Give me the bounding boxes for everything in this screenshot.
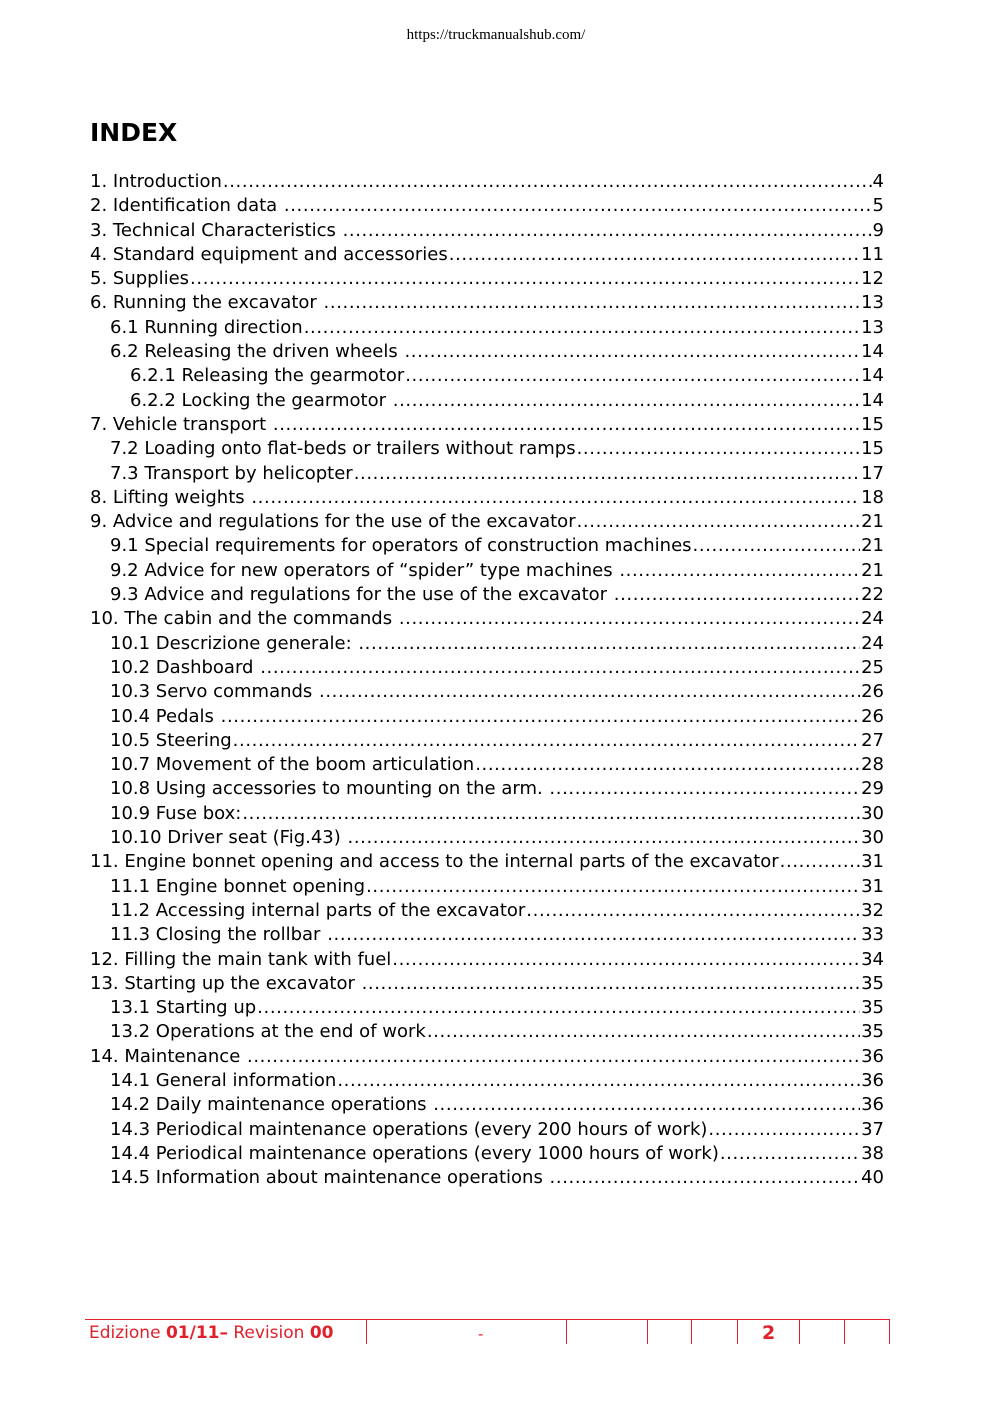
toc-entry[interactable] — [90, 1045, 884, 1069]
toc-dot-leader — [233, 729, 860, 753]
toc-entry-title: 10.1 Descrizione generale: — [110, 632, 358, 654]
toc-entry-title: 10.2 Dashboard — [110, 656, 260, 678]
toc-entry-page: 11 — [861, 243, 884, 265]
toc-entry-title: 9.1 Special requirements for operators of construction machines — [110, 535, 692, 557]
toc-entry[interactable] — [90, 364, 884, 388]
toc-entry-page: 36 — [861, 1094, 884, 1116]
toc-entry[interactable] — [90, 923, 884, 947]
toc-entry-title: 13.2 Operations at the end of work — [110, 1021, 426, 1043]
toc-entry-page: 36 — [861, 1045, 884, 1067]
footer-divider — [844, 1320, 845, 1344]
toc-dot-leader — [190, 267, 860, 291]
toc-dot-leader — [358, 632, 860, 656]
toc-entry-page: 31 — [861, 875, 884, 897]
toc-dot-leader — [475, 753, 860, 777]
toc-entry-page: 33 — [861, 924, 884, 946]
toc-dot-leader — [619, 559, 860, 583]
toc-entry[interactable] — [90, 437, 884, 461]
toc-entry-page: 14 — [861, 365, 884, 387]
toc-entry-page: 22 — [861, 584, 884, 606]
toc-entry-title: 14.5 Information about maintenance operations — [110, 1167, 549, 1189]
toc-entry-title: 12. Filling the main tank with fuel — [90, 948, 392, 970]
footer-divider — [799, 1320, 800, 1344]
toc-entry[interactable] — [90, 194, 884, 218]
toc-entry-title: 6.2 Releasing the driven wheels — [110, 341, 404, 363]
page-number: 2 — [762, 1322, 776, 1344]
toc-entry-page: 13 — [861, 292, 884, 314]
toc-entry-title: 3. Technical Characteristics — [90, 219, 342, 241]
toc-entry[interactable] — [90, 1093, 884, 1117]
toc-entry[interactable] — [90, 583, 884, 607]
toc-entry[interactable] — [90, 243, 884, 267]
toc-dot-leader — [319, 680, 860, 704]
toc-dot-leader — [614, 583, 860, 607]
toc-entry-title: 9. Advice and regulations for the use of the excavator — [90, 511, 576, 533]
toc-entry-page: 21 — [861, 535, 884, 557]
toc-entry-page: 13 — [861, 316, 884, 338]
footer-divider — [647, 1320, 648, 1344]
toc-entry-title: 10. The cabin and the commands — [90, 608, 398, 630]
footer-divider — [566, 1320, 567, 1344]
toc-entry[interactable] — [90, 680, 884, 704]
edition-label: Edizione — [89, 1323, 166, 1343]
toc-entry-page: 30 — [861, 802, 884, 824]
toc-entry-title: 8. Lifting weights — [90, 486, 251, 508]
toc-entry-title: 6.2.2 Locking the gearmotor — [130, 389, 392, 411]
toc-entry-title: 2. Identification data — [90, 195, 283, 217]
toc-entry-page: 5 — [872, 195, 884, 217]
toc-entry-page: 24 — [861, 632, 884, 654]
toc-dot-leader — [223, 170, 872, 194]
toc-dot-leader — [348, 826, 861, 850]
toc-entry-page: 30 — [861, 827, 884, 849]
toc-entry-title: 14.3 Periodical maintenance operations (every 200 hours of work) — [110, 1118, 708, 1140]
toc-entry-title: 5. Supplies — [90, 268, 190, 290]
toc-entry-page: 31 — [861, 851, 884, 873]
toc-entry[interactable] — [90, 1166, 884, 1190]
toc-dot-leader — [404, 340, 860, 364]
toc-dot-leader — [354, 462, 860, 486]
toc-dot-leader — [392, 948, 860, 972]
toc-entry-title: 7.2 Loading onto flat-beds or trailers without ramps — [110, 438, 576, 460]
toc-dot-leader — [427, 1020, 860, 1044]
table-of-contents — [90, 170, 884, 1190]
toc-dot-leader — [366, 875, 860, 899]
toc-entry[interactable] — [90, 899, 884, 923]
toc-dot-leader — [449, 243, 860, 267]
toc-entry-page: 14 — [861, 341, 884, 363]
toc-entry-title: 6. Running the excavator — [90, 292, 323, 314]
toc-dot-leader — [405, 364, 860, 388]
toc-entry-title: 14.1 General information — [110, 1069, 337, 1091]
toc-entry-page: 35 — [861, 972, 884, 994]
toc-entry-title: 10.7 Movement of the boom articulation — [110, 754, 475, 776]
toc-entry-page: 15 — [861, 413, 884, 435]
toc-entry-page: 34 — [861, 948, 884, 970]
page-footer — [85, 1319, 890, 1344]
toc-dot-leader — [251, 486, 860, 510]
edition-info — [89, 1323, 334, 1343]
toc-entry[interactable] — [90, 559, 884, 583]
edition-value: 01/11– — [165, 1323, 228, 1343]
toc-dot-leader — [549, 777, 860, 801]
toc-entry[interactable] — [90, 729, 884, 753]
toc-entry[interactable] — [90, 462, 884, 486]
toc-entry[interactable] — [90, 1118, 884, 1142]
toc-dot-leader — [327, 923, 860, 947]
toc-entry-title: 10.9 Fuse box: — [110, 802, 242, 824]
toc-entry-title: 6.1 Running direction — [110, 316, 303, 338]
revision-label: Revision — [227, 1323, 310, 1343]
toc-dot-leader — [257, 996, 860, 1020]
toc-entry[interactable] — [90, 534, 884, 558]
toc-entry-title: 13.1 Starting up — [110, 997, 257, 1019]
toc-entry[interactable] — [90, 972, 884, 996]
toc-entry-title: 9.3 Advice and regulations for the use of the excavator — [110, 584, 613, 606]
toc-entry-title: 14. Maintenance — [90, 1045, 246, 1067]
toc-entry[interactable] — [90, 219, 884, 243]
footer-divider — [366, 1320, 367, 1344]
toc-dot-leader — [273, 413, 860, 437]
toc-entry-page: 27 — [861, 729, 884, 751]
toc-dot-leader — [221, 705, 860, 729]
page-title: INDEX — [90, 118, 178, 147]
toc-dot-leader — [577, 437, 860, 461]
toc-entry[interactable] — [90, 656, 884, 680]
toc-dot-leader — [693, 534, 861, 558]
toc-entry[interactable] — [90, 875, 884, 899]
toc-entry-title: 10.8 Using accessories to mounting on the arm. — [110, 778, 549, 800]
toc-dot-leader — [242, 802, 860, 826]
toc-entry[interactable] — [90, 267, 884, 291]
toc-entry-page: 17 — [861, 462, 884, 484]
toc-dot-leader — [393, 389, 860, 413]
toc-entry-page: 14 — [861, 389, 884, 411]
toc-entry-page: 35 — [861, 997, 884, 1019]
toc-dot-leader — [260, 656, 860, 680]
toc-entry-page: 35 — [861, 1021, 884, 1043]
toc-dot-leader — [708, 1118, 860, 1142]
toc-entry[interactable] — [90, 413, 884, 437]
footer-divider — [889, 1320, 890, 1344]
toc-entry-title: 10.10 Driver seat (Fig.43) — [110, 827, 347, 849]
toc-dot-leader — [284, 194, 872, 218]
toc-entry[interactable] — [90, 486, 884, 510]
toc-entry[interactable] — [90, 996, 884, 1020]
toc-entry-title: 7.3 Transport by helicopter — [110, 462, 353, 484]
toc-entry-title: 13. Starting up the excavator — [90, 972, 361, 994]
toc-dot-leader — [304, 316, 860, 340]
toc-entry-title: 1. Introduction — [90, 171, 222, 192]
toc-dot-leader — [343, 219, 872, 243]
toc-entry-title: 9.2 Advice for new operators of “spider” type machines — [110, 559, 619, 581]
toc-dot-leader — [247, 1045, 860, 1069]
footer-divider — [691, 1320, 692, 1344]
toc-entry-page: 28 — [861, 754, 884, 776]
toc-entry[interactable] — [90, 705, 884, 729]
toc-entry-title: 11.2 Accessing internal parts of the excavator — [110, 899, 526, 921]
revision-value: 00 — [309, 1323, 334, 1343]
toc-dot-leader — [577, 510, 860, 534]
toc-entry-page: 36 — [861, 1069, 884, 1091]
page-header-url[interactable]: https://truckmanualshub.com/ — [406, 27, 586, 43]
toc-entry-page: 32 — [861, 899, 884, 921]
toc-entry-page: 38 — [861, 1142, 884, 1164]
toc-entry-page: 18 — [861, 486, 884, 508]
toc-entry-title: 11.1 Engine bonnet opening — [110, 875, 366, 897]
toc-entry[interactable] — [90, 1069, 884, 1093]
toc-dot-leader — [433, 1093, 860, 1117]
toc-entry[interactable] — [90, 777, 884, 801]
toc-dot-leader — [399, 607, 860, 631]
toc-entry[interactable] — [90, 1020, 884, 1044]
toc-entry-title: 10.4 Pedals — [110, 705, 220, 727]
toc-entry-page: 26 — [861, 681, 884, 703]
toc-entry[interactable] — [90, 1142, 884, 1166]
toc-entry[interactable] — [90, 753, 884, 777]
toc-entry-title: 11.3 Closing the rollbar — [110, 924, 327, 946]
toc-entry-page: 25 — [861, 656, 884, 678]
toc-entry-title: 6.2.1 Releasing the gearmotor — [130, 365, 405, 387]
toc-entry-page: 12 — [861, 268, 884, 290]
toc-dot-leader — [550, 1166, 861, 1190]
toc-entry-title: 14.2 Daily maintenance operations — [110, 1094, 433, 1116]
toc-dot-leader — [720, 1142, 860, 1166]
toc-entry-page: 21 — [861, 511, 884, 533]
toc-entry-page: 29 — [861, 778, 884, 800]
toc-entry-page: 26 — [861, 705, 884, 727]
toc-entry-page: 4 — [872, 171, 884, 192]
toc-entry-title: 14.4 Periodical maintenance operations (every 1000 hours of work) — [110, 1142, 719, 1164]
toc-entry[interactable] — [90, 607, 884, 631]
toc-entry-page: 9 — [872, 219, 884, 241]
toc-entry[interactable] — [90, 850, 884, 874]
toc-entry-title: 11. Engine bonnet opening and access to the internal parts of the excavator — [90, 851, 779, 873]
toc-entry[interactable] — [90, 510, 884, 534]
toc-entry[interactable] — [90, 948, 884, 972]
toc-entry-page: 37 — [861, 1118, 884, 1140]
toc-entry[interactable] — [90, 340, 884, 364]
toc-entry-page: 21 — [861, 559, 884, 581]
footer-dash: - — [478, 1325, 484, 1343]
toc-dot-leader — [526, 899, 860, 923]
toc-entry-page: 15 — [861, 438, 884, 460]
toc-dot-leader — [337, 1069, 860, 1093]
toc-entry[interactable] — [90, 389, 884, 413]
toc-entry[interactable] — [90, 826, 884, 850]
toc-entry[interactable] — [90, 802, 884, 826]
toc-entry-title: 10.5 Steering — [110, 729, 232, 751]
footer-divider — [737, 1320, 738, 1344]
toc-entry-page: 24 — [861, 608, 884, 630]
toc-entry-page: 40 — [861, 1167, 884, 1189]
toc-entry[interactable] — [90, 170, 884, 194]
toc-entry[interactable] — [90, 291, 884, 315]
toc-dot-leader — [324, 291, 861, 315]
toc-dot-leader — [780, 850, 860, 874]
toc-dot-leader — [362, 972, 861, 996]
toc-entry[interactable] — [90, 316, 884, 340]
toc-entry-title: 4. Standard equipment and accessories — [90, 243, 448, 265]
toc-entry-title: 7. Vehicle transport — [90, 413, 272, 435]
toc-entry[interactable] — [90, 632, 884, 656]
toc-entry-title: 10.3 Servo commands — [110, 681, 319, 703]
